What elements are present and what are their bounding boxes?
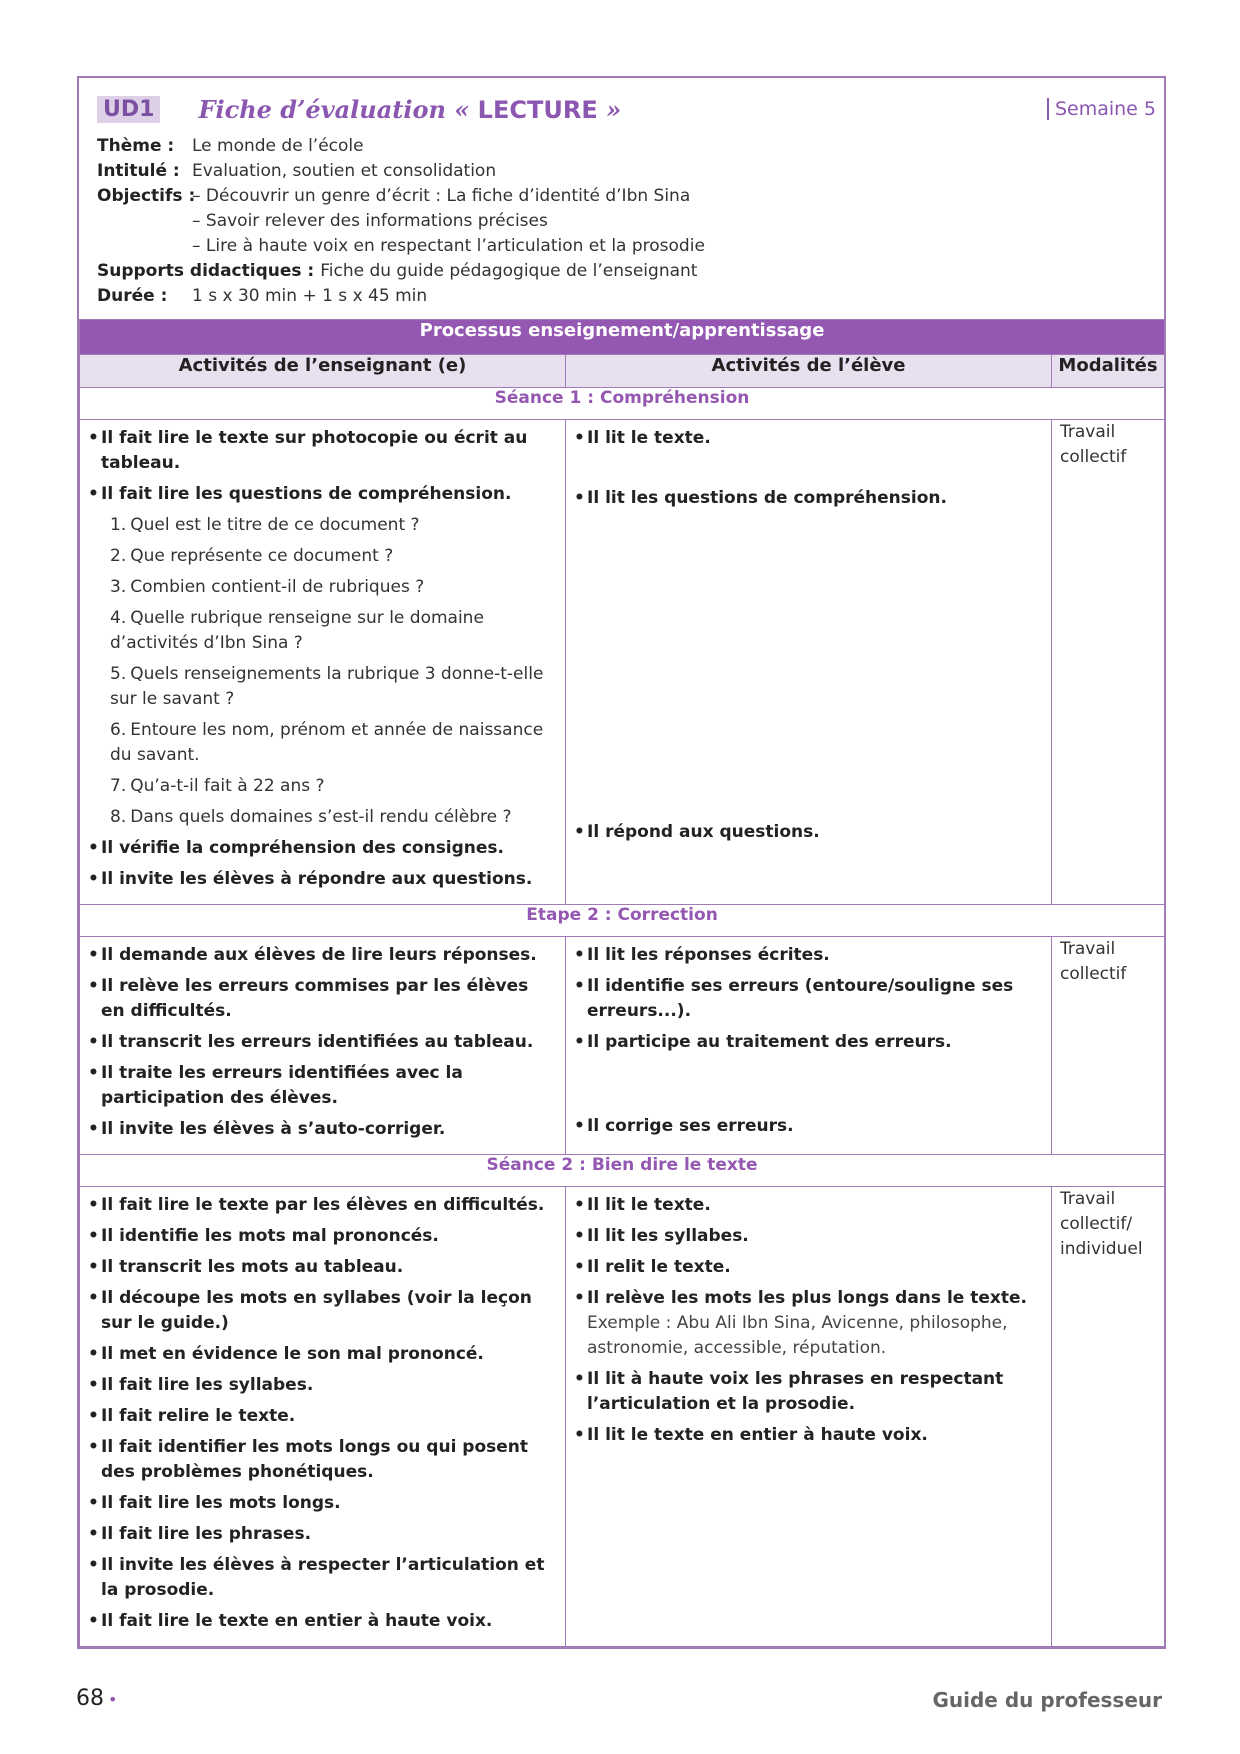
title-line (97, 92, 1146, 126)
objectifs-list (192, 184, 705, 259)
question-item: 5. Quels renseignements la rubrique 3 donne-t-elle sur le savant ? (110, 664, 544, 709)
student-activities-cell (566, 1187, 1052, 1647)
modalite-cell: Travail collectif (1052, 937, 1165, 1155)
teacher-activity: • Il fait relire le texte. (88, 1404, 557, 1429)
objectif-item: – Lire à haute voix en respectant l’articulation et la prosodie (192, 234, 705, 259)
student-activity: • Il lit les réponses écrites. (574, 943, 1043, 968)
duree-label: Durée : (97, 286, 168, 306)
intitule-label: Intitulé : (97, 161, 180, 181)
teacher-activity: • Il vérifie la compréhension des consignes. (88, 836, 557, 861)
student-activity: • Il lit le texte en entier à haute voix. (574, 1423, 1043, 1448)
student-activity: • Il identifie ses erreurs (entoure/souligne ses erreurs...). (574, 974, 1043, 1024)
footer-guide-title: Guide du professeur (932, 1688, 1162, 1712)
teacher-activity: • Il fait identifier les mots longs ou qui posent des problèmes phonétiques. (88, 1435, 557, 1485)
student-activity: • Il répond aux questions. (574, 820, 1043, 845)
teacher-activity: • Il transcrit les mots au tableau. (88, 1255, 557, 1280)
process-band: Processus enseignement/apprentissage (80, 320, 1165, 355)
theme-row (97, 134, 1146, 159)
student-activity: • Il lit à haute voix les phrases en respectant l’articulation et la prosodie. (574, 1367, 1043, 1417)
teacher-activity: • Il découpe les mots en syllabes (voir la leçon sur le guide.) (88, 1286, 557, 1336)
teacher-activity: • Il met en évidence le son mal prononcé. (88, 1342, 557, 1367)
session-title: Etape 2 : Correction (80, 905, 1165, 937)
teacher-activity: • Il invite les élèves à s’auto-corriger. (88, 1117, 557, 1142)
student-activity: • Il corrige ses erreurs. (574, 1114, 1043, 1139)
teacher-activity: • Il fait lire le texte par les élèves en difficultés. (88, 1193, 557, 1218)
student-activity: • Il relève les mots les plus longs dans le texte. Exemple : Abu Ali Ibn Sina, Avicenne, philosophe, astronomie, accessible, réputation. (574, 1286, 1043, 1361)
objectif-item: – Découvrir un genre d’écrit : La fiche d’identité d’Ibn Sina (192, 184, 705, 209)
sheet-title (198, 95, 621, 124)
modalite-cell: Travail collectif/ individuel (1052, 1187, 1165, 1647)
student-activity: • Il lit le texte. (574, 1193, 1043, 1218)
theme-label: Thème : (97, 136, 175, 156)
student-activities-cell (566, 420, 1052, 905)
teacher-activity: • Il demande aux élèves de lire leurs réponses. (88, 943, 557, 968)
teacher-activities-cell (80, 420, 566, 905)
objectifs-label: Objectifs : (97, 186, 196, 206)
objectifs-row (97, 184, 1146, 259)
teacher-activity: • Il invite les élèves à respecter l’articulation et la prosodie. (88, 1553, 557, 1603)
teacher-activity: • Il transcrit les erreurs identifiées au tableau. (88, 1030, 557, 1055)
supports-value: Fiche du guide pédagogique de l’enseignant (320, 261, 698, 281)
teacher-activities-cell (80, 937, 566, 1155)
question-item: 6. Entoure les nom, prénom et année de naissance du savant. (110, 720, 544, 765)
title-prefix: Fiche d’évaluation « (198, 94, 478, 124)
duree-row (97, 284, 1146, 309)
question-item: 1. Quel est le titre de ce document ? (110, 515, 420, 535)
col-teacher-header: Activités de l’enseignant (e) (80, 355, 566, 388)
question-item: 4. Quelle rubrique renseigne sur le domaine d’activités d’Ibn Sina ? (110, 608, 484, 653)
student-activities-cell (566, 937, 1052, 1155)
intitule-row (97, 159, 1146, 184)
teacher-activity: • Il fait lire les phrases. (88, 1522, 557, 1547)
question-item: 8. Dans quels domaines s’est-il rendu célèbre ? (110, 807, 512, 827)
session-title: Séance 2 : Bien dire le texte (80, 1155, 1165, 1187)
teacher-activity: • Il relève les erreurs commises par les élèves en difficultés. (88, 974, 557, 1024)
theme-value: Le monde de l’école (192, 136, 364, 156)
objectif-item: – Savoir relever des informations précises (192, 209, 705, 234)
title-suffix: » (597, 94, 622, 124)
teacher-activity: • Il identifie les mots mal prononcés. (88, 1224, 557, 1249)
question-item: 3. Combien contient-il de rubriques ? (110, 577, 425, 597)
teacher-activity: • Il fait lire les syllabes. (88, 1373, 557, 1398)
student-activity: • Il relit le texte. (574, 1255, 1043, 1280)
page-number: 68 • (76, 1686, 118, 1711)
col-student-header: Activités de l’élève (566, 355, 1052, 388)
student-activity: • Il lit le texte. (574, 426, 1043, 451)
evaluation-sheet (77, 76, 1166, 1649)
supports-label: Supports didactiques : (97, 261, 315, 281)
sheet-header (79, 78, 1164, 319)
teacher-activity: • Il fait lire le texte en entier à haute voix. (88, 1609, 557, 1634)
teacher-activities-cell (80, 1187, 566, 1647)
col-modalites-header: Modalités (1052, 355, 1165, 388)
duree-value: 1 s x 30 min + 1 s x 45 min (192, 286, 428, 306)
teacher-activity: • Il fait lire les mots longs. (88, 1491, 557, 1516)
title-main: LECTURE (477, 95, 598, 124)
ud-badge: UD1 (97, 96, 160, 123)
session-title: Séance 1 : Compréhension (80, 388, 1165, 420)
process-table (79, 319, 1165, 1647)
modalite-cell: Travail collectif (1052, 420, 1165, 905)
teacher-activity: • Il invite les élèves à répondre aux questions. (88, 867, 557, 892)
teacher-activity: • Il fait lire le texte sur photocopie ou écrit au tableau. (88, 426, 557, 476)
intitule-value: Evaluation, soutien et consolidation (192, 161, 497, 181)
week-label: Semaine 5 (1047, 98, 1156, 120)
student-activity: • Il participe au traitement des erreurs. (574, 1030, 1043, 1055)
teacher-activity: • Il fait lire les questions de compréhension. (88, 482, 557, 507)
info-block (97, 134, 1146, 309)
question-item: 2. Que représente ce document ? (110, 546, 394, 566)
supports-row (97, 259, 1146, 284)
example-note: Exemple : Abu Ali Ibn Sina, Avicenne, philosophe, astronomie, accessible, réputation. (587, 1313, 1008, 1358)
student-activity: • Il lit les questions de compréhension. (574, 486, 1043, 511)
student-activity: • Il lit les syllabes. (574, 1224, 1043, 1249)
teacher-activity: • Il traite les erreurs identifiées avec la participation des élèves. (88, 1061, 557, 1111)
question-item: 7. Qu’a-t-il fait à 22 ans ? (110, 776, 325, 796)
